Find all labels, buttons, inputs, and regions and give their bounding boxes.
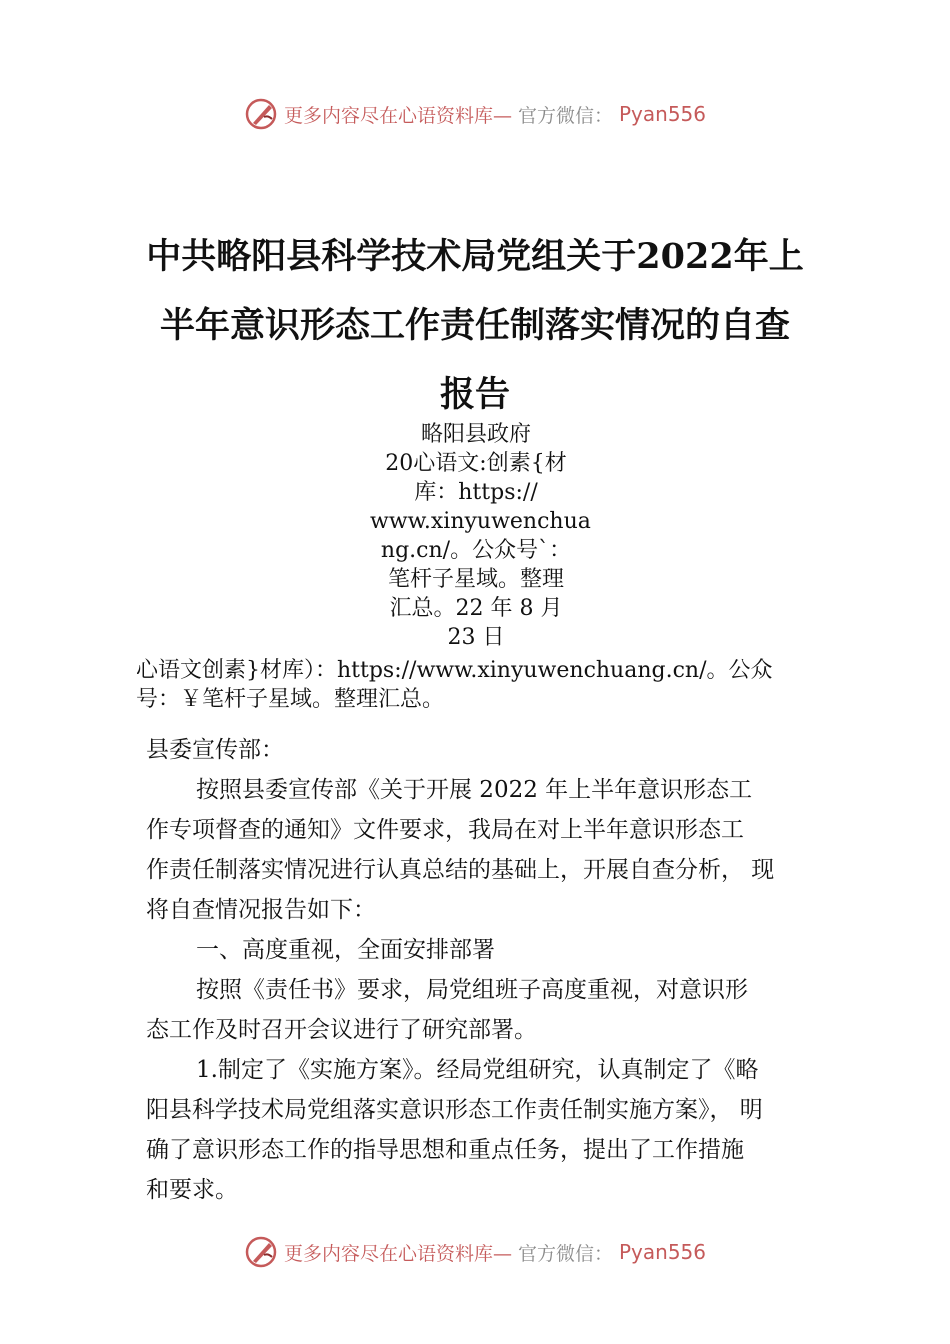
footer-banner (0, 1232, 950, 1272)
author-line: 笔杆子星域。整理 (387, 567, 564, 592)
author-line: 20心语文:创素{材 (385, 451, 567, 476)
author-line: www.xinyuwenchua (370, 509, 591, 534)
title-line: 报告 (439, 374, 510, 415)
banner-wechat-handle: Pyan556 (619, 1240, 707, 1264)
body-line: 和要求。 (146, 1177, 238, 1203)
banner-brand-text: 更多内容尽在心语资料库— (283, 1242, 512, 1265)
salutation: 县委宣传部： (146, 737, 284, 763)
pen-logo-icon (244, 97, 278, 131)
body-line: 确了意识形态工作的指导思想和重点任务，提出了工作措施 (146, 1137, 744, 1163)
document-body (146, 730, 826, 1210)
author-block (370, 420, 591, 652)
author-line: 库：https:// (414, 480, 538, 505)
author-line: ng.cn/。公众号`： (380, 538, 572, 563)
pen-logo-icon (244, 1235, 278, 1269)
title-line: 半年意识形态工作责任制落实情况的自查 (159, 305, 790, 346)
body-line: 将自查情况报告如下： (146, 897, 376, 923)
section-heading: 一、高度重视，全面安排部署 (196, 937, 495, 963)
body-line: 按照《责任书》要求，局党组班子高度重视，对意识形 (196, 977, 748, 1003)
body-line: 作专项督查的通知》文件要求，我局在对上半年意识形态工 (146, 817, 744, 843)
body-line: 态工作及时召开会议进行了研究部署。 (146, 1017, 537, 1043)
banner-wechat-label: 官方微信： (517, 104, 613, 127)
title-line: 中共略阳县科学技术局党组关于2022年上 (146, 236, 804, 277)
note-line: 心语文创素}材库）：https://www.xinyuwenchuang.cn/。公众 (136, 658, 773, 683)
body-line: 作责任制落实情况进行认真总结的基础上，开展自查分析， 现 (146, 857, 775, 883)
document-title (130, 222, 820, 429)
body-line: 按照县委宣传部《关于开展 2022 年上半年意识形态工 (196, 777, 753, 803)
body-line: 阳县科学技术局党组落实意识形态工作责任制实施方案》， 明 (146, 1097, 763, 1123)
header-banner (0, 94, 950, 134)
note-line: 号：￥笔杆子星域。整理汇总。 (136, 687, 445, 712)
banner-wechat-label: 官方微信： (517, 1242, 613, 1265)
author-line: 23 日 (447, 625, 505, 650)
body-line: 1.制定了《实施方案》。经局党组研究，认真制定了《略 (196, 1057, 759, 1083)
author-line: 汇总。22 年 8 月 (389, 596, 563, 621)
source-note (136, 656, 856, 714)
banner-wechat-handle: Pyan556 (619, 102, 707, 126)
author-line: 略阳县政府 (420, 422, 531, 447)
banner-brand-text: 更多内容尽在心语资料库— (283, 104, 512, 127)
